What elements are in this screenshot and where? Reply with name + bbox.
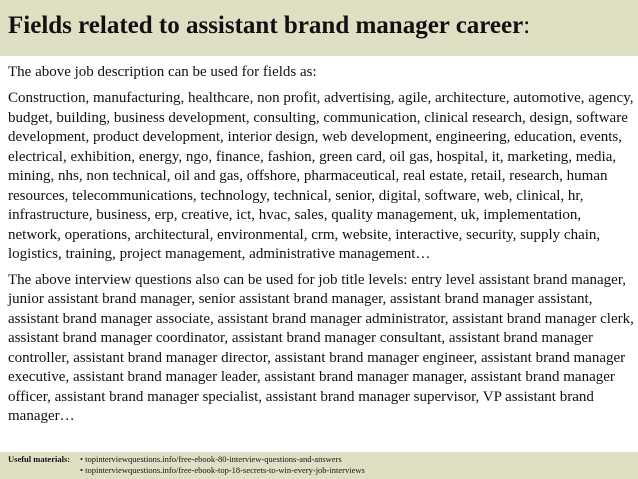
intro-text: The above job description can be used for fields as: — [8, 64, 317, 80]
useful-materials-links — [80, 454, 365, 476]
slide-title-colon: : — [523, 12, 531, 39]
useful-materials-label: Useful materials: — [8, 454, 71, 464]
useful-materials — [8, 454, 630, 476]
job-levels-paragraph: The above interview questions also can be used for job title levels: entry level assistant brand manager, junior assistant brand manager, senior assistant brand manager, assistant brand manager assistant, assistant brand manager associate, assistant brand manager administrator, assistant brand manager clerk, assistant brand manager coordinator, assistant brand manager consultant, assistant brand manager controller, assistant brand manager director, assistant brand manager engineer, assistant brand manager executive, assistant brand manager leader, assistant brand manager manager, assistant brand manager officer, assistant brand manager specialist, assistant brand manager supervisor, VP assistant brand manager… — [8, 271, 634, 424]
fields-paragraph: Construction, manufacturing, healthcare, non profit, advertising, agile, architecture, automotive, agency, budget, building, business development, consulting, communication, clinical research, design, software development, product development, interior design, web development, engineering, education, events, electrical, exhibition, energy, ngo, finance, fashion, green card, oil gas, hospital, it, marketing, media, mining, nhs, non technical, oil and gas, offshore, pharmaceutical, real estate, retail, research, human resources, telecommunications, technology, technical, senior, digital, software, web, clinical, hr, infrastructure, business, erp, creative, ict, hvac, sales, quality management, uk, implementation, network, operations, architectural, environmental, crm, website, interactive, security, supply chain, logistics, training, project management, administrative management… — [8, 90, 634, 262]
slide-title — [8, 11, 630, 41]
title-bar — [0, 0, 638, 56]
ebook-18-secrets-link[interactable]: • topinterviewquestions.info/free-ebook-top-18-secrets-to-win-every-job-interviews — [80, 465, 365, 475]
ebook-80-questions-link[interactable]: • topinterviewquestions.info/free-ebook-80-interview-questions-and-answers — [80, 454, 342, 464]
slide-title-text: Fields related to assistant brand manager career — [8, 12, 524, 39]
footer-bar — [0, 452, 638, 479]
slide-content — [8, 62, 634, 433]
